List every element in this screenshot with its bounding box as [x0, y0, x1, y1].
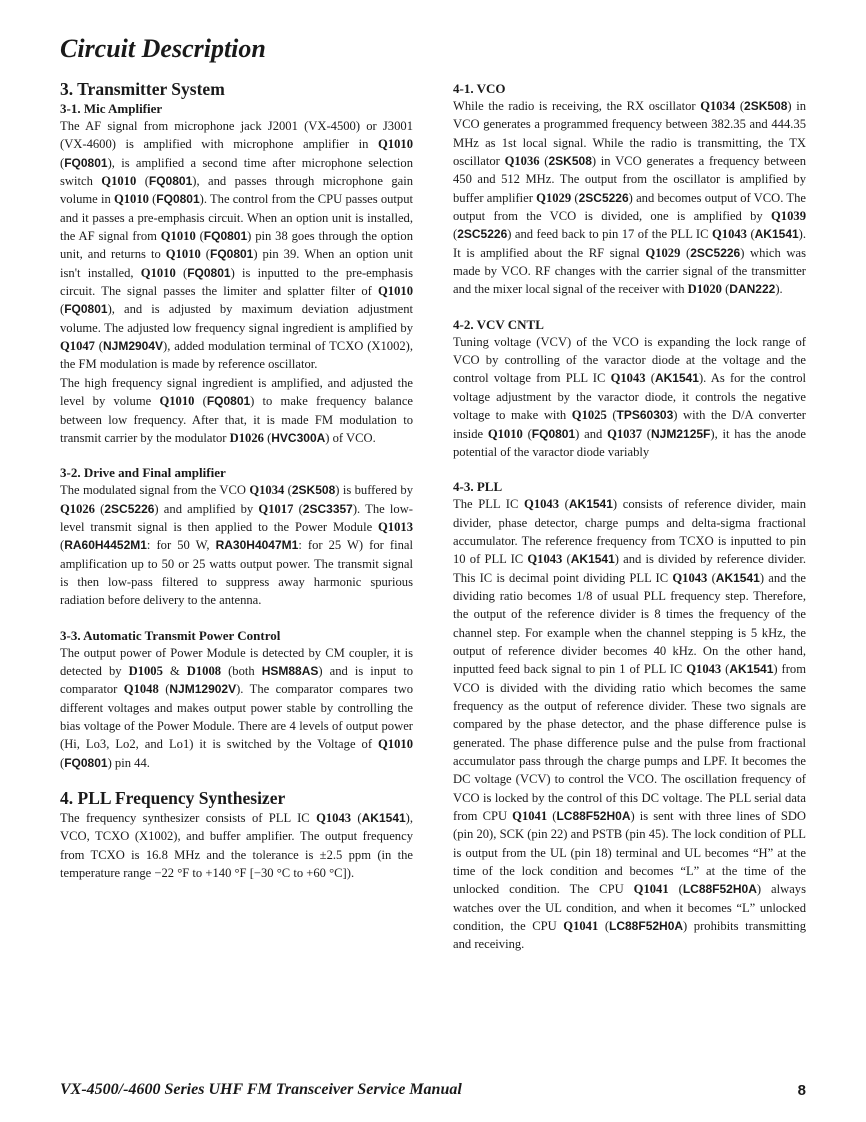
part-number: DAN222 — [729, 282, 776, 297]
component-ref: Q1043 — [672, 570, 708, 585]
part-number: AK1541 — [715, 570, 760, 585]
component-ref: Q1041 — [512, 809, 548, 824]
component-ref: Q1010 — [378, 137, 413, 152]
component-ref: Q1036 — [504, 154, 540, 169]
component-ref: Q1034 — [249, 483, 285, 498]
part-number: FQ0801 — [148, 174, 193, 189]
part-number: RA30H4047M1 — [215, 538, 299, 553]
part-number: RA60H4452M1 — [64, 538, 147, 553]
part-number: FQ0801 — [64, 155, 108, 170]
part-number: 2SC5226 — [104, 501, 155, 516]
component-ref: Q1026 — [60, 501, 95, 516]
part-number: LC88F52H0A — [609, 919, 684, 934]
component-ref: Q1041 — [633, 882, 669, 897]
part-number: 2SC5226 — [578, 190, 629, 205]
part-number: FQ0801 — [64, 302, 108, 317]
vcv-cntl-paragraph: Tuning voltage (VCV) of the VCO is expanding the lock range of VCO by controlling of the varactor diode at the voltage and the control voltage from PLL IC Q1043 (AK1541). As for the control voltage adjustment by the varactor diode, it controls the negative voltage to make with Q1025 (TPS60303) with the D/A converter inside Q1010 (FQ0801) and Q1037 (NJM2125F), it has the anode potential of the varactor diode variably — [453, 334, 807, 459]
footer-manual-title: VX-4500/-4600 Series UHF FM Transceiver Service Manual — [60, 1081, 462, 1098]
part-number: 2SK508 — [744, 99, 788, 113]
part-number: TPS60303 — [616, 408, 674, 423]
part-number: LC88F52H0A — [682, 882, 757, 897]
atpc-paragraph: The output power of Power Module is detected by CM coupler, it is detected by D1005 & D1008 (both HSM88AS) and is input to comparator Q1048 (NJM12902V). The comparator compares two different voltages and makes output power stable by controlling the bias voltage of the Power Module. There are 4 levels of output power (Hi, Lo3, Lo2, and Lo1) it is switched by the Voltage of Q1010 (FQ0801) pin 44. — [60, 645, 413, 770]
part-number: NJM2904V — [103, 339, 164, 354]
part-number: AK1541 — [361, 811, 406, 825]
part-number: FQ0801 — [64, 755, 108, 770]
pll-heading: 4-3. PLL — [453, 479, 503, 495]
pll-synthesizer-paragraph: The frequency synthesizer consists of PLL IC Q1043 (AK1541), VCO, TCXO (X1002), and buffer amplifier. The output frequency from TCXO is 16.8 MHz and the tolerance is ±2.5 ppm (in the temperature range −22 °F to +140 °F [−30 °C to +60 °C]). — [60, 811, 414, 881]
atpc-heading: 3-3. Automatic Transmit Power Control — [60, 627, 281, 643]
part-number: AK1541 — [729, 662, 774, 677]
part-number: NJM2125F — [651, 426, 711, 441]
part-number: HSM88AS — [261, 663, 319, 678]
part-number: FQ0801 — [209, 247, 254, 262]
drive-final-amplifier-paragraph: The modulated signal from the VCO Q1034 (2SK508) is buffered by Q1026 (2SC5226) and amplified by Q1017 (2SC3357). The low-level transmit signal is then applied to the Power Module Q1013 (RA60H4452M1: for 50 W, RA30H4047M1: for 25 W) for final amplification up to 50 or 25 watts output power. The transmit signal is then low-pass filtered to suppress away harmonic spurious radiation before delivery to the antenna. — [60, 483, 414, 608]
component-ref: Q1010 — [159, 394, 195, 409]
component-ref: D1008 — [186, 663, 222, 678]
component-ref: Q1043 — [527, 552, 563, 567]
part-number: FQ0801 — [206, 394, 251, 409]
left-column — [60, 78, 413, 882]
component-ref: Q1037 — [607, 426, 643, 441]
component-ref: Q1039 — [771, 209, 806, 224]
part-number: LC88F52H0A — [556, 809, 631, 824]
vco-paragraph: While the radio is receiving, the RX oscillator Q1034 (2SK508) in VCO generates a programmed frequency between 382.35 and 444.35 MHz as 1st local signal. While the radio is transmitting, the TX oscillator Q1036 (2SK508) in VCO generates a frequency between 450 and 512 MHz. The output from the oscillator is amplified by buffer amplifier Q1029 (2SC5226) and becomes output of VCO. The output from the VCO is divided, one is amplified by Q1039 (2SC5226) and feed back to pin 17 of the PLL IC Q1043 (AK1541). It is amplified about the RF signal Q1029 (2SC5226) which was made by VCO. RF changes with the carrier signal of the transmitter and the mixer local signal of the receiver with D1020 (DAN222). — [453, 99, 807, 297]
mic-amplifier-paragraph-1: The AF signal from microphone jack J2001 (VX-4500) or J3001 (VX-4600) is amplified with microphone amplifier in Q1010 (FQ0801), is amplified a second time after microphone selection switch Q1010 (FQ0801), and passes through microphone gain volume in Q1010 (FQ0801). The control from the CPU passes output and it passes a pre-emphasis circuit. When an option unit is installed, the AF signal from Q1010 (FQ0801) pin 38 goes through the option unit, and returns to Q1010 (FQ0801) pin 39. When an option unit isn't installed, Q1010 (FQ0801) is inputted to the pre-emphasis circuit. The signal passes the limiter and splatter filter of Q1010 (FQ0801), and is adjusted by maximum deviation adjustment volume. The adjusted low frequency signal ingredient is amplified by Q1047 (NJM2904V), added modulation terminal of TCXO (X1002), the FM modulation is made by reference oscillator. — [60, 119, 414, 372]
part-number: 2SK508 — [291, 483, 336, 498]
part-number: FQ0801 — [187, 265, 231, 280]
component-ref: Q1043 — [524, 497, 560, 512]
component-ref: D1026 — [229, 430, 264, 445]
component-ref: Q1043 — [712, 227, 747, 242]
component-ref: Q1041 — [563, 919, 599, 934]
mic-amplifier-paragraph-2: The high frequency signal ingredient is amplified, and adjusted the level by volume Q1010 (FQ0801) to make frequency balance between low frequency. After that, it is made FM modulation to transmit carrier by the modulator D1026 (HVC300A) of VCO. — [60, 375, 414, 445]
component-ref: D1005 — [128, 663, 163, 678]
vcv-cntl-heading: 4-2. VCV CNTL — [453, 316, 544, 332]
part-number: AK1541 — [570, 552, 615, 567]
component-ref: Q1029 — [536, 190, 572, 205]
mic-amplifier-heading: 3-1. Mic Amplifier — [60, 101, 163, 116]
component-ref: Q1010 — [101, 174, 137, 189]
component-ref: Q1010 — [165, 247, 201, 262]
pll-synthesizer-heading: 4. PLL Frequency Synthesizer — [60, 788, 286, 808]
component-ref: Q1010 — [378, 737, 413, 752]
part-number: 2SC5226 — [690, 245, 741, 260]
component-ref: Q1017 — [258, 501, 294, 516]
part-number: FQ0801 — [156, 192, 200, 207]
component-ref: Q1010 — [378, 284, 413, 299]
right-column — [453, 78, 806, 954]
transmitter-system-heading: 3. Transmitter System — [60, 79, 225, 99]
component-ref: Q1010 — [113, 192, 149, 207]
part-number: AK1541 — [568, 497, 613, 512]
component-ref: Q1010 — [487, 426, 523, 441]
component-ref: Q1048 — [123, 682, 159, 697]
part-number: 2SC3357 — [302, 501, 353, 516]
component-ref: D1020 — [687, 282, 722, 297]
component-ref: Q1043 — [686, 662, 722, 677]
component-ref: Q1047 — [60, 339, 95, 354]
part-number: AK1541 — [654, 371, 699, 386]
part-number: HVC300A — [271, 430, 326, 445]
component-ref: Q1034 — [700, 99, 736, 113]
part-number: FQ0801 — [531, 426, 576, 441]
footer-page-number: 8 — [797, 1082, 806, 1099]
part-number: NJM12902V — [169, 682, 237, 697]
component-ref: Q1013 — [378, 519, 413, 534]
component-ref: Q1010 — [140, 265, 176, 280]
page-title: Circuit Description — [60, 34, 266, 63]
part-number: 2SK508 — [548, 154, 592, 169]
vco-heading: 4-1. VCO — [453, 81, 506, 96]
component-ref: Q1029 — [645, 245, 681, 260]
part-number: 2SC5226 — [457, 227, 508, 242]
part-number: AK1541 — [754, 227, 799, 242]
component-ref: Q1010 — [160, 229, 196, 244]
part-number: FQ0801 — [203, 229, 248, 244]
component-ref: Q1043 — [316, 811, 352, 825]
component-ref: Q1043 — [610, 371, 646, 386]
component-ref: Q1025 — [571, 408, 607, 423]
drive-final-amplifier-heading: 3-2. Drive and Final amplifier — [60, 465, 226, 481]
pll-paragraph: The PLL IC Q1043 (AK1541) consists of reference divider, main divider, phase detector, charge pumps and delta-sigma fractional accumulator. The reference frequency from TCXO is inputted to pin 10 of PLL IC Q1043 (AK1541) and is divided by reference divider. This IC is decimal point dividing PLL IC Q1043 (AK1541) and the dividing ratio becomes 1/8 of usual PLL frequency step. Therefore, the output of the reference divider is 8 times the frequency of the channel step. For example when the channel stepping is 5 kHz, the output of reference divider becomes 40 kHz. On the other hand, inputted feed back signal to pin 1 of PLL IC Q1043 (AK1541) from VCO is divided with the dividing ratio which becomes the same frequency as the output of reference divider. These two signals are compared by the phase detector, and the phase difference pulse is generated. The phase difference pulse and the pulse from fractional accumulator pass through the charge pumps and LPF. It becomes the DC voltage (VCV) to control the VCO. The oscillation frequency of VCO is locked by the control of this DC voltage. The PLL serial data from CPU Q1041 (LC88F52H0A) is sent with three lines of SDO (pin 20), SCK (pin 22) and PSTB (pin 45). The lock condition of PLL is output from the UL (pin 18) terminal and UL becomes “H” at the time of the lock condition and becomes “L” at the time of the unlocked condition. The CPU Q1041 (LC88F52H0A) always watches over the UL condition, and when it becomes “L” unlocked condition, the CPU Q1041 (LC88F52H0A) prohibits transmitting and receiving. — [453, 497, 807, 952]
